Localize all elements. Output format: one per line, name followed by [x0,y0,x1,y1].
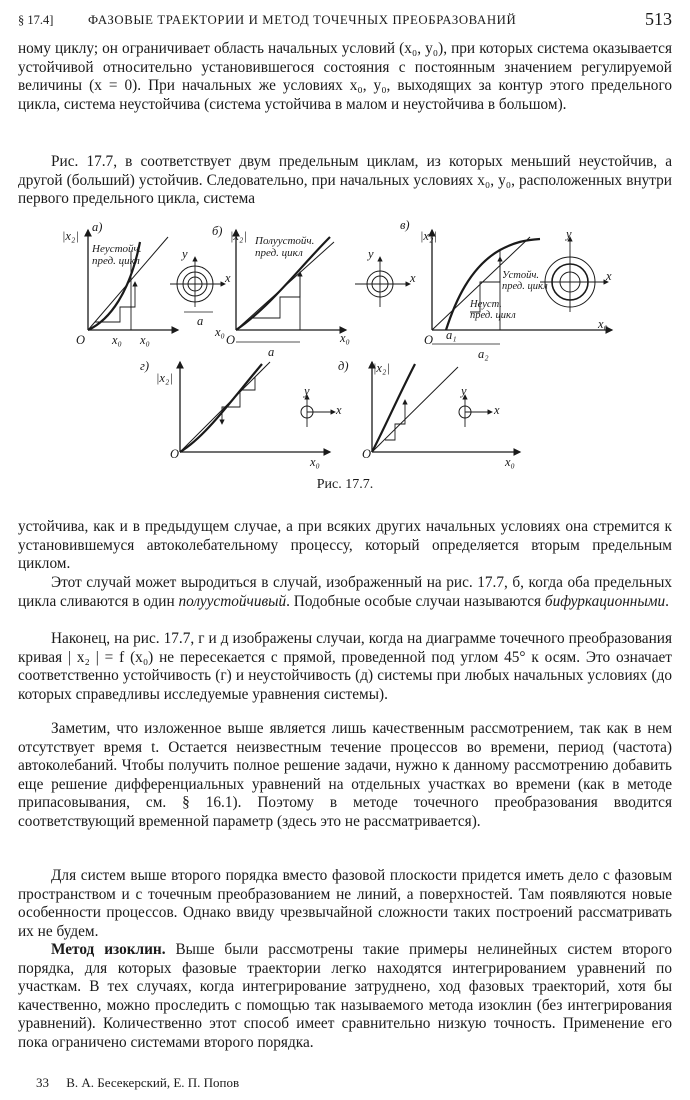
paragraph-8: Метод изоклин. Выше были рассмотрены такие примеры нелинейных систем второго порядка, для которых фазовые траектории легко находятся интегрированием уравнений по участкам. В тех случаях, когда интегрирование затруднено, ход фазовых траекторий, хотя бы качественно, можно проследить с помощью так называемого метода изоклин (без интегрирования уравнений). Количественно этот способ имеет сравнительно низкую точность. Применение его пока ограничено системами второго порядка. [18,941,672,1051]
figure-caption: Рис. 17.7. [316,477,374,492]
panel-e-x: x [494,403,500,417]
header-title: ФАЗОВЫЕ ТРАЕКТОРИИ И МЕТОД ТОЧЕЧНЫХ ПРЕОБРАЗОВАНИЙ [88,13,517,27]
panel-d-label: г) [140,359,150,373]
panel-c-a1: a₁ [446,328,457,342]
page-number: 513 [645,9,672,29]
panel-c-note4: пред. цикл [470,310,516,321]
panel-c-x: x [606,269,612,283]
panel-c-axis-y: |x₂| [420,229,437,243]
panel-b-ox: x₀ [340,331,350,345]
panel-a-alpha: a [197,314,204,328]
panel-a-label: а) [92,220,103,234]
page-footer [36,1075,239,1091]
header-section: § 17.4] [18,13,54,27]
panel-a-axis-y: |x₂| [62,229,79,243]
paragraph-4: Этот случай может выродиться в случай, изображенный на рис. 17.7, б, когда оба предельных цикла сливаются в один полуустойчивый. Подобные особые случаи называются бифуркационными. [18,574,672,610]
panel-a-x0: x₀ [112,333,122,347]
figure-17-7 [0,212,690,472]
panel-d-x: x [336,403,342,417]
term-semistable: полуустойчивый [178,592,287,610]
panel-c-note2: пред. цикл [502,281,548,292]
panel-d-ox: x₀ [310,455,320,469]
paragraph-6: Заметим, что изложенное выше является лишь качественным рассмотрением, так как в нем отсутствует время t. Остается неизвестным течение процессов во времени, период (частота) автоколебаний. Чтобы получить полное решение задачи, нужно к данному рассмотрению добавить еще решение дифференциальных уравнений на отдельных участках во времени (как в методе припасовывания, см. § 16.1). Поэтому в методе точечного преобразования вводится соответствующий временной параметр (здесь это не рассматривается). [18,720,672,830]
panel-e-origin: O [362,447,372,461]
panel-d-y: y [304,384,310,398]
panel-b-note1: Полуустойч. [255,235,315,247]
panel-e-y: y [461,384,467,398]
panel-b-x: x [410,271,416,285]
paragraph-2: Рис. 17.7, в соответствует двум предельным циклам, из которых меньший неустойчив, а другой (больший) устойчив. Следовательно, при начальных условиях x₀, y₀, расположенных внутри первого предельного цикла, система [18,153,672,208]
panel-d-origin: O [170,447,180,461]
panel-b-note2: пред. цикл [255,247,303,259]
panel-c-ox: x₀ [598,317,608,331]
section-heading: Метод изоклин. [51,941,166,958]
panel-c-y: y [566,227,572,241]
panel-b-axis-y: |x₂| [230,229,247,243]
panel-c-a2: a₂ [478,347,489,361]
term-bifurcation: бифуркационными [544,592,666,610]
paragraph-1: ному циклу; он ограничивает область начальных условий (x₀, y₀), при которых система оказывается устойчивой относительно установившегося состояния с постоянным значением регулируемой величины (x = 0). При начальных же условиях x₀, y₀, выходящих за контур этого предельного цикла, система неустойчива (система устойчива в малом и неустойчива в большом). [18,40,672,113]
paragraph-5: Наконец, на рис. 17.7, г и д изображены случаи, когда на диаграмме точечного преобразования кривая | x₂ | = f (x₀) не пересекается с прямой, проведенной под углом 45° к осям. Это означает соответственно устойчивость (г) и неустойчивость (д) системы при любых начальных условиях (до которых справедливы исследуемые уравнения системы). [18,630,672,703]
panel-b-origin: O [226,333,236,347]
panel-b-label: б) [212,224,223,238]
signature-number: 33 [36,1075,49,1090]
panel-a-note2: пред. цикл [92,255,140,267]
panel-c-origin: O [424,333,434,347]
panel-d-axis-y: |x₂| [156,371,173,385]
panel-e-axis-y: |x₂| [373,361,390,375]
panel-a-x: x [225,271,231,285]
panel-c-label: в) [400,218,410,232]
panel-a-x0b: x₀ [140,333,150,347]
panel-c-note1: Устойч. [502,270,539,281]
panel-c-note3: Неуст. [470,299,502,310]
panel-a-note1: Неустойч. [92,243,142,255]
panel-e-label: д) [338,359,349,373]
panel-e-ox: x₀ [505,455,515,469]
paragraph-3: устойчива, как и в предыдущем случае, а при всяких других начальных условиях она стремится к установившемуся автоколебательному процессу, который определяется вторым предельным циклом. [18,518,672,573]
panel-a-origin: O [76,333,86,347]
panel-d [180,362,335,452]
running-header [18,9,672,33]
footer-authors: В. А. Бесекерский, Е. П. Попов [66,1075,240,1090]
panel-b-y: y [368,247,374,261]
panel-b-alpha: a [268,345,275,359]
panel-a-ox: x₀ [215,325,225,339]
paragraph-7: Для систем выше второго порядка вместо фазовой плоскости придется иметь дело с фазовым пространством и с точечным преобразованием не линий, а поверхностей. Там появляются новые особенности процессов. Однако ввиду чрезвычайной сложности таких построений рассматривать их не будем. [18,867,672,940]
panel-a-y: y [182,247,188,261]
